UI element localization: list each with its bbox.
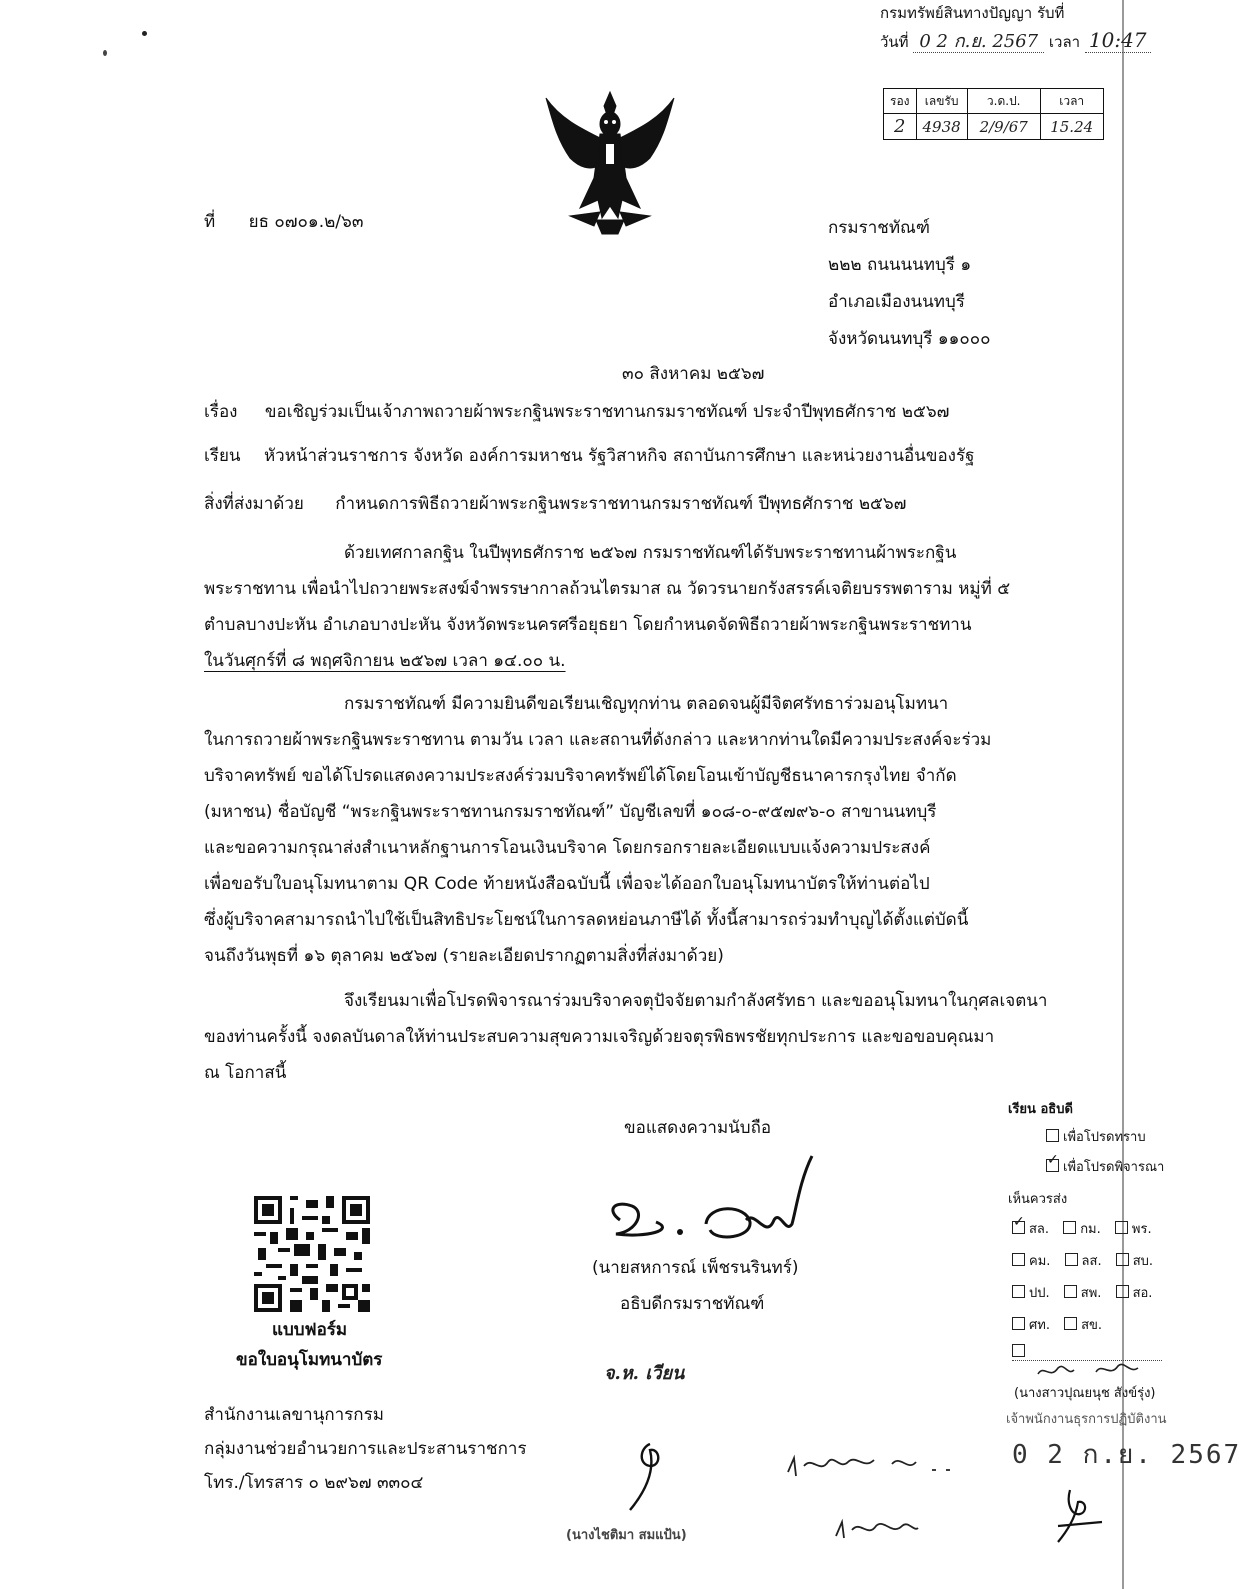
subject-label: เรื่อง — [204, 402, 238, 422]
routing-units-row: ศท. สข. — [1012, 1314, 1102, 1335]
closing-text: ขอแสดงความนับถือ — [624, 1118, 772, 1138]
receipt-header: รอง — [884, 89, 917, 114]
contact-line: กลุ่มงานช่วยอำนวยการและประสานราชการ — [204, 1439, 527, 1459]
receipt-header: เลขรับ — [916, 89, 967, 114]
contact-line: สำนักงานเลขานุการกรม — [204, 1405, 384, 1425]
sender-line: กรมราชทัณฑ์ — [828, 218, 930, 238]
ref-label: ที่ — [204, 212, 216, 232]
routing-option-consider: ✓เพื่อโปรดพิจารณา — [1046, 1156, 1164, 1177]
receive-stamp-date: วันที่ 0 2 ก.ย. 2567 เวลา 10:47 — [880, 28, 1151, 53]
sender-line: จังหวัดนนทบุรี ๑๑๐๐๐ — [828, 329, 991, 349]
checkbox-icon — [1064, 1317, 1077, 1330]
sender-line: ๒๒๒ ถนนนนทบุรี ๑ — [828, 255, 972, 275]
enclosure-text: กำหนดการพิธีถวายผ้าพระกฐินพระราชทานกรมราชทัณฑ์ ปีพุทธศักราช ๒๕๖๗ — [335, 494, 907, 514]
checkbox-icon — [1012, 1285, 1025, 1298]
paragraph-2 — [204, 686, 1104, 974]
checkbox-checked-icon — [1012, 1221, 1025, 1234]
enclosure-label: สิ่งที่ส่งมาด้วย — [204, 494, 304, 514]
clerk-title: เจ้าพนักงานธุรการปฏิบัติงาน — [1006, 1412, 1167, 1427]
routing-option-inform: เพื่อโปรดทราบ — [1046, 1126, 1146, 1147]
receipt-value: 2/9/67 — [967, 114, 1040, 140]
bottom-official-name: (นางไชติมา สมแป้น) — [566, 1528, 687, 1543]
paragraph-line: เพื่อขอรับใบอนุโมทนาตาม QR Code ท้ายหนังสือฉบับนี้ เพื่อจะได้ออกใบอนุโมทนาบัตรให้ท่านต่อไป — [204, 874, 930, 894]
reference-line — [204, 212, 363, 232]
receipt-value: 4938 — [916, 114, 967, 140]
subject-line — [204, 402, 949, 422]
checkbox-checked-icon — [1046, 1159, 1059, 1172]
to-line — [204, 446, 974, 466]
contact-block — [204, 1398, 527, 1500]
handwritten-note-icon — [782, 1440, 962, 1490]
garuda-emblem-icon — [540, 88, 680, 238]
routing-units-row: ปป. สพ. สอ. — [1012, 1282, 1152, 1303]
paragraph-line: (มหาชน) ชื่อบัญชี “พระกฐินพระราชทานกรมราชทัณฑ์” บัญชีเลขที่ ๑๐๘-๐-๙๕๗๙๖-๐ สาขานนทบุรี — [204, 802, 937, 822]
paragraph-1 — [204, 535, 1104, 679]
paragraph-line: ตำบลบางปะหัน อำเภอบางปะหัน จังหวัดพระนครศรีอยุธยา โดยกำหนดจัดพิธีถวายผ้าพระกฐินพระราชทาน — [204, 615, 972, 635]
to-label: เรียน — [204, 446, 241, 466]
sender-line: อำเภอเมืองนนทบุรี — [828, 292, 965, 312]
paragraph-line: ในวันศุกร์ที่ ๘ พฤศจิกายน ๒๕๖๗ เวลา ๑๔.๐๐ น. — [204, 651, 566, 671]
receipt-value: 15.24 — [1040, 114, 1103, 140]
signer-title: อธิบดีกรมราชทัณฑ์ — [620, 1294, 765, 1314]
checkbox-icon — [1116, 1253, 1129, 1266]
paragraph-line: ณ โอกาสนี้ — [204, 1063, 287, 1083]
receive-stamp-office: กรมทรัพย์สินทางปัญญา รับที่ — [880, 4, 1065, 22]
checkbox-icon — [1065, 1253, 1078, 1266]
paragraph-3 — [204, 983, 1104, 1091]
enclosure-line — [204, 494, 906, 514]
qr-caption-1: แบบฟอร์ม — [272, 1320, 348, 1340]
qr-caption-2: ขอใบอนุโมทนาบัตร — [236, 1350, 383, 1370]
checkbox-icon — [1012, 1317, 1025, 1330]
paragraph-line: ด้วยเทศกาลกฐิน ในปีพุทธศักราช ๒๕๖๗ กรมราชทัณฑ์ได้รับพระราชทานผ้าพระกฐิน — [344, 543, 957, 563]
checkbox-icon — [1063, 1221, 1076, 1234]
routing-units-row: คม. ลส. สบ. — [1012, 1250, 1153, 1271]
contact-line: โทร./โทรสาร ๐ ๒๙๖๗ ๓๓๐๔ — [204, 1473, 424, 1493]
paragraph-line: จนถึงวันพุธที่ ๑๖ ตุลาคม ๒๕๖๗ (รายละเอียดปรากฏตามสิ่งที่ส่งมาด้วย) — [204, 946, 724, 966]
clerk-signature-icon — [1034, 1356, 1144, 1384]
paragraph-line: ในการถวายผ้าพระกฐินพระราชทาน ตามวัน เวลา และสถานที่ดังกล่าว และหากท่านใดมีความประสงค์จะร่วม — [204, 730, 992, 750]
handwritten-initial-icon — [1050, 1486, 1110, 1546]
routing-recommend: เห็นควรส่ง — [1008, 1192, 1068, 1207]
checkbox-icon — [1046, 1129, 1059, 1142]
handwritten-note-icon — [830, 1510, 920, 1546]
speck-mark — [142, 31, 147, 36]
qr-code-icon — [254, 1196, 370, 1312]
clerk-name: (นางสาวปุณยนุช สังข์รุ่ง) — [1014, 1386, 1156, 1401]
paragraph-line: กรมราชทัณฑ์ มีความยินดีขอเรียนเชิญทุกท่าน ตลอดจนผู้มีจิตศรัทธาร่วมอนุโมทนา — [344, 694, 949, 714]
subject-text: ขอเชิญร่วมเป็นเจ้าภาพถวายผ้าพระกฐินพระราชทานกรมราชทัณฑ์ ประจำปีพุทธศักราช ๒๕๖๗ — [264, 402, 950, 422]
ref-number: ยธ ๐๗๐๑.๒/๖๓ — [248, 212, 364, 232]
speck-mark — [103, 50, 107, 56]
receipt-header: ว.ด.ป. — [967, 89, 1040, 114]
paragraph-line: จึงเรียนมาเพื่อโปรดพิจารณาร่วมบริจาคจตุปัจจัยตามกำลังศรัทธา และขออนุโมทนาในกุศลเจตนา — [344, 991, 1048, 1011]
handwritten-initial-icon — [620, 1436, 680, 1516]
director-signature-icon — [596, 1150, 826, 1250]
sender-address — [828, 210, 991, 358]
paragraph-line: ซึ่งผู้บริจาคสามารถนำไปใช้เป็นสิทธิประโยชน์ในการลดหย่อนภาษีได้ ทั้งนี้สามารถร่วมทำบุญได้ตั้งแต่บัดนี้ — [204, 910, 969, 930]
receipt-header: เวลา — [1040, 89, 1103, 114]
paragraph-line: ของท่านครั้งนี้ จงดลบันดาลให้ท่านประสบความสุขความเจริญด้วยจตุรพิธพรชัยทุกประการ และขอขอบคุณมา — [204, 1027, 995, 1047]
checkbox-icon — [1012, 1253, 1025, 1266]
routing-units-row: ✓สล. กม. พร. — [1012, 1218, 1152, 1239]
paragraph-line: พระราชทาน เพื่อนำไปถวายพระสงฆ์จำพรรษากาลถ้วนไตรมาส ณ วัดวรนายกรังสรรค์เจติยบรรพตาราม หมู่ที่ ๕ — [204, 579, 1011, 599]
clerk-date-stamp: 0 2 ก.ย. 2567 — [1012, 1440, 1242, 1470]
handwritten-mark: จ.ห. เวียน — [604, 1363, 685, 1384]
routing-to: เรียน อธิบดี — [1008, 1102, 1073, 1117]
checkbox-icon — [1116, 1285, 1129, 1298]
paragraph-line: และขอความกรุณาส่งสำเนาหลักฐานการโอนเงินบริจาค โดยกรอกรายละเอียดแบบแจ้งความประสงค์ — [204, 838, 931, 858]
checkbox-icon — [1012, 1344, 1025, 1357]
letter-date: ๓๐ สิงหาคม ๒๕๖๗ — [622, 364, 765, 384]
checkbox-icon — [1064, 1285, 1077, 1298]
checkbox-icon — [1115, 1221, 1128, 1234]
receipt-stamp-table — [883, 88, 1104, 140]
paragraph-line: บริจาคทรัพย์ ขอได้โปรดแสดงความประสงค์ร่วมบริจาคทรัพย์ได้โดยโอนเข้าบัญชีธนาคารกรุงไทย จำกัด — [204, 766, 957, 786]
signer-name: (นายสหการณ์ เพ็ชรนรินทร์) — [592, 1258, 799, 1278]
to-text: หัวหน้าส่วนราชการ จังหวัด องค์การมหาชน รัฐวิสาหกิจ สถาบันการศึกษา และหน่วยงานอื่นของรัฐ — [263, 446, 975, 466]
receipt-value: 2 — [884, 114, 917, 140]
